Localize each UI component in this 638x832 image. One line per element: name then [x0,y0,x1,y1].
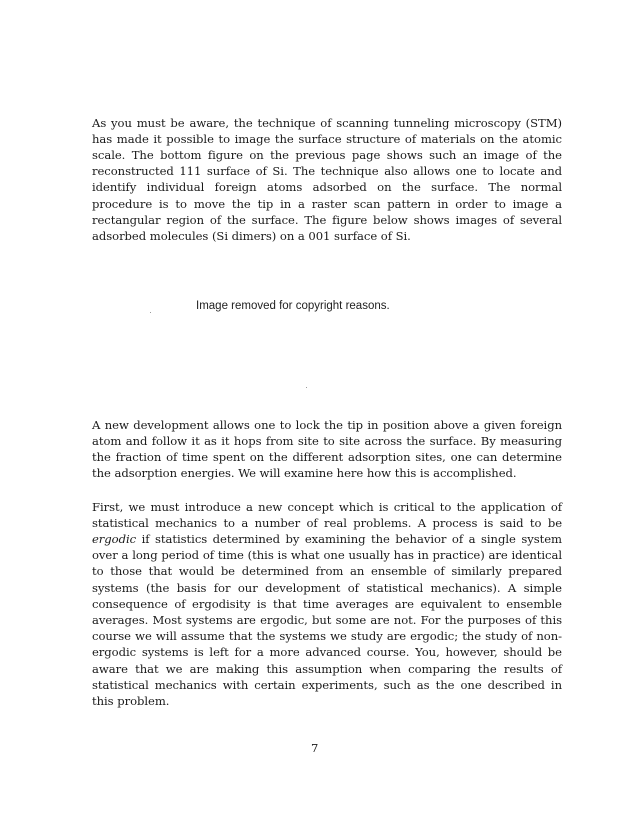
paragraph-ergodic [92,499,562,710]
scan-speck [306,387,307,388]
paragraph-stm-intro: As you must be aware, the technique of scanning tunneling microscopy (STM) has made it possible to image the surface structure of materials on the atomic scale. The bottom figure on the previous page shows such an image of the reconstructed 111 surface of Si. The technique also allows one to locate and identify individual foreign atoms adsorbed on the surface. The normal procedure is to move the tip in a raster scan pattern in order to image a rectangular region of the surface. The figure below shows images of several adsorbed molecules (Si dimers) on a 001 surface of Si. [92,115,562,244]
image-removed-notice: Image removed for copyright reasons. [196,300,390,312]
paragraph-ergodic-text-end: if statistics determined by examining the behavior of a single system over a long period of time (this is what one usually has in practice) are identical to those that would be determined from an ensemble of similarly prepared systems (the basis for our development of statistical mechanics). A simple consequence of ergodisity is that time averages are equivalent to ensemble averages. Most systems are ergodic, but some are not. For the purposes of this course we will assume that the systems we study are ergodic; the study of non-ergodic systems is left for a more advanced course. You, however, should be aware that we are making this assumption when comparing the results of statistical mechanics with certain experiments, such as the one described in this problem. [92,532,562,709]
paragraph-ergodic-text-start: First, we must introduce a new concept which is critical to the application of statistical mechanics to a number of real problems. A process is said to be [92,499,562,530]
page-number: 7 [311,741,319,755]
scan-speck [150,312,151,313]
paragraph-tip-tracking: A new development allows one to lock the tip in position above a given foreign atom and follow it as it hops from site to site across the surface. By measuring the fraction of time spent on the different adsorption sites, one can determine the adsorption energies. We will examine here how this is accomplished. [92,417,562,481]
ergodic-term: ergodic [92,532,137,546]
